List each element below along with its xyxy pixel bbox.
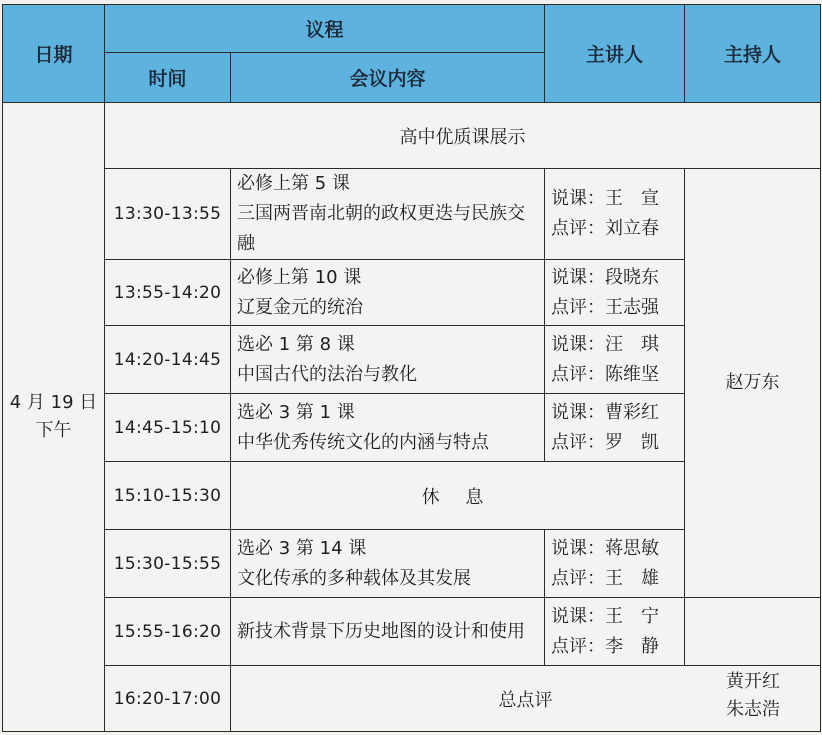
session-speakers bbox=[545, 326, 685, 394]
session-course: 选必 1 第 8 课 bbox=[237, 333, 355, 355]
reviewer: 点评：陈维坚 bbox=[551, 363, 660, 385]
session-content bbox=[231, 260, 545, 326]
reviewer: 点评：李 静 bbox=[551, 635, 660, 657]
content-header: 会议内容 bbox=[231, 53, 545, 103]
host-final-names bbox=[686, 668, 820, 724]
session-course: 必修上第 5 课 bbox=[237, 173, 350, 194]
host-final-name: 朱志浩 bbox=[726, 699, 780, 720]
session-content bbox=[231, 598, 545, 666]
summary-label: 总点评 bbox=[231, 666, 821, 732]
session-content bbox=[231, 326, 545, 394]
date-day: 4 月 19 日 bbox=[9, 392, 98, 413]
table-row bbox=[3, 598, 821, 666]
reviewer: 点评：罗 凯 bbox=[551, 431, 660, 453]
reviewer: 点评：王志强 bbox=[551, 296, 660, 318]
session-topic: 三国两晋南北朝的政权更迭与民族交融 bbox=[237, 203, 525, 254]
session-speakers bbox=[545, 394, 685, 462]
table-row bbox=[3, 169, 821, 260]
presenter: 说课：段晓东 bbox=[551, 266, 660, 288]
session-speakers bbox=[545, 260, 685, 326]
presenter: 说课：王 宁 bbox=[551, 605, 660, 627]
session-topic: 中国古代的法治与教化 bbox=[237, 363, 417, 385]
date-cell bbox=[3, 103, 105, 732]
session-time: 14:45-15:10 bbox=[105, 394, 231, 462]
session-time: 15:55-16:20 bbox=[105, 598, 231, 666]
host-final bbox=[685, 598, 821, 666]
session-time: 14:20-14:45 bbox=[105, 326, 231, 394]
date-header: 日期 bbox=[3, 5, 105, 103]
agenda-header: 议程 bbox=[105, 5, 545, 53]
session-content bbox=[231, 394, 545, 462]
presenter: 说课：汪 琪 bbox=[551, 333, 660, 355]
host-final-name: 黄开红 bbox=[726, 671, 780, 692]
time-header: 时间 bbox=[105, 53, 231, 103]
session-content bbox=[231, 530, 545, 598]
session-topic: 中华优秀传统文化的内涵与特点 bbox=[237, 431, 489, 453]
session-time: 15:30-15:55 bbox=[105, 530, 231, 598]
reviewer: 点评：王 雄 bbox=[551, 567, 660, 589]
session-time: 13:55-14:20 bbox=[105, 260, 231, 326]
session-topic: 辽夏金元的统治 bbox=[237, 296, 363, 318]
session-speakers bbox=[545, 598, 685, 666]
presenter: 说课：王 宣 bbox=[551, 188, 660, 209]
speaker-header: 主讲人 bbox=[545, 5, 685, 103]
summary-time: 16:20-17:00 bbox=[105, 666, 231, 732]
presenter: 说课：曹彩红 bbox=[551, 401, 660, 423]
host-header: 主持人 bbox=[685, 5, 821, 103]
session-time: 13:30-13:55 bbox=[105, 169, 231, 260]
reviewer: 点评：刘立春 bbox=[551, 218, 660, 239]
session-speakers bbox=[545, 530, 685, 598]
host-main: 赵万东 bbox=[685, 169, 821, 598]
session-course: 选必 3 第 1 课 bbox=[237, 401, 355, 423]
break-time: 15:10-15:30 bbox=[105, 462, 231, 530]
session-course: 必修上第 10 课 bbox=[237, 266, 362, 288]
presenter: 说课：蒋思敏 bbox=[551, 537, 660, 559]
session-topic: 新技术背景下历史地图的设计和使用 bbox=[237, 620, 525, 642]
session-topic: 文化传承的多种载体及其发展 bbox=[237, 567, 471, 589]
date-period: 下午 bbox=[35, 420, 72, 441]
section-title: 高中优质课展示 bbox=[105, 103, 821, 169]
break-label: 休 息 bbox=[231, 462, 685, 530]
session-course: 选必 3 第 14 课 bbox=[237, 537, 367, 559]
session-speakers bbox=[545, 169, 685, 260]
session-content bbox=[231, 169, 545, 260]
agenda-table bbox=[2, 4, 821, 732]
